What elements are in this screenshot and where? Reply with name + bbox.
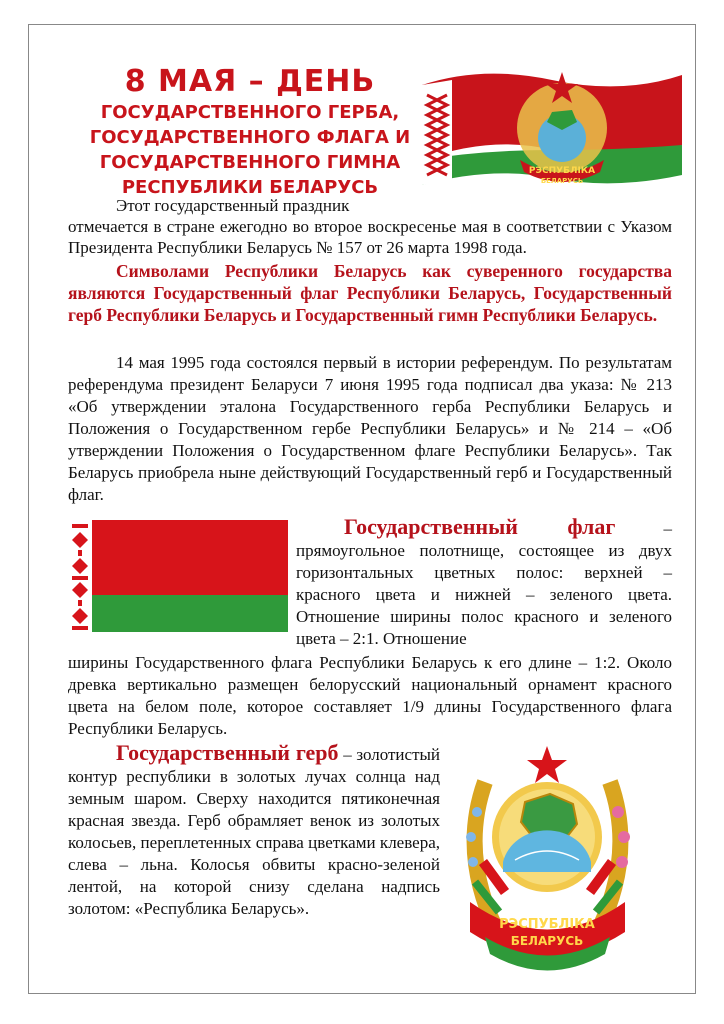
title-line-3: ГОСУДАРСТВЕННОГО ФЛАГА И	[89, 127, 411, 148]
title-line-5: РЕСПУБЛИКИ БЕЛАРУСЬ	[121, 177, 379, 198]
coat-text: – золотистый контур республики в золотых лучах солнца над земным шаром. Сверху находится пятиконечная красная звезда. Герб обрамляет венок из золотых колосьев, переплетенных справа цветками клевера, слева – льна. Колосья обвиты красно-зеленой лентой, на которой снизу сделана надпись золотом: «Республика Беларусь».	[68, 745, 441, 918]
ribbon-text-top: РЭСПУБЛІКА	[499, 917, 595, 932]
flag-heading: Государственный флаг	[344, 514, 616, 539]
symbols-statement: Символами Республики Беларусь как суверенного государства являются Государственный флаг Республики Беларусь, Государственный герб Республики Беларусь и Государственный гимн Республики Беларусь.	[68, 261, 672, 325]
intro-paragraph: отмечается в стране ежегодно во второе воскресенье мая в соответствии с Указом Президента Республики Беларусь № 157 от 26 марта 1998 года.	[68, 217, 672, 257]
title-line-1: 8 МАЯ – ДЕНЬ	[124, 64, 376, 99]
ribbon-text-small: РЭСПУБЛІКА	[528, 166, 596, 176]
title-subtitle	[70, 100, 430, 200]
coat-section	[68, 742, 440, 920]
national-flag-image	[68, 520, 288, 632]
ribbon-text-bottom: БЕЛАРУСЬ	[510, 934, 584, 948]
title-line-4: ГОСУДАРСТВЕННОГО ГИМНА	[99, 152, 401, 173]
coat-of-arms-flag-emblem	[412, 60, 687, 190]
coat-heading: Государственный герб	[116, 740, 339, 765]
flag-section	[296, 516, 672, 650]
intro-first-line: Этот государственный праздник	[116, 196, 350, 215]
flag-text-side: – прямоугольное полотнище, состоящее из двух горизонтальных цветных полос: верхней – красного цвета и нижней – зеленого цвета. Отношение ширины полос красного и зеленого цвета – 2:1. Отношение	[296, 519, 672, 648]
svg-text:БЕЛАРУСЬ: БЕЛАРУСЬ	[540, 177, 584, 185]
coat-of-arms-image	[455, 742, 640, 977]
referendum-paragraph: 14 мая 1995 года состоялся первый в истории референдум. По результатам референдума президент Беларуси 7 июня 1995 года подписал два указа: № 213 «Об утверждении эталона Государственного герба Республики Беларусь и Положения о Государственном гербе Республики Беларусь» и № 214 – «Об утверждении Положения о Государственном флаге Республики Беларусь». Так Беларусь приобрела ныне действующий Государственный герб и Государственный флаг.	[68, 353, 672, 504]
title-line-2: ГОСУДАРСТВЕННОГО ГЕРБА,	[100, 102, 400, 123]
flag-text-full: ширины Государственного флага Республики Беларусь к его длине – 1:2. Около древка вертикально размещен белорусский национальный орнамент красного цвета на белом поле, которое составляет 1/9 длины Государственного флага Республики Беларусь.	[68, 653, 672, 738]
